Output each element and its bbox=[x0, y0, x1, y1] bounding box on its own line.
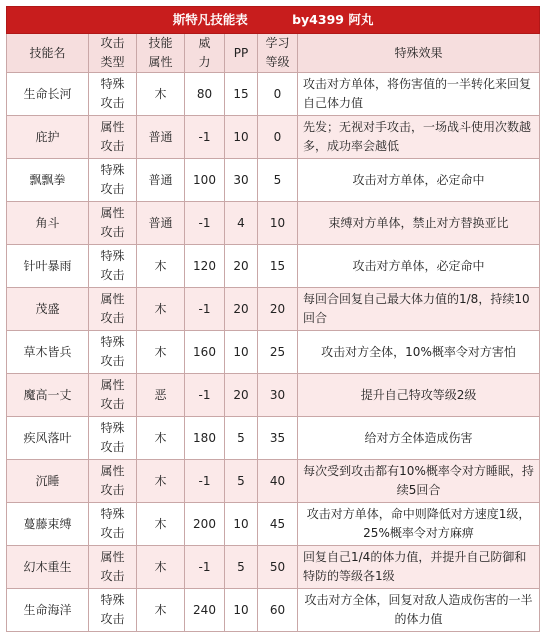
skill-attr-cell: 恶 bbox=[137, 374, 185, 417]
pp-cell: 20 bbox=[225, 374, 258, 417]
table-row bbox=[7, 245, 540, 288]
table-row bbox=[7, 159, 540, 202]
table-row bbox=[7, 202, 540, 245]
attack-type-cell: 特殊 攻击 bbox=[89, 245, 137, 288]
learn-level-cell: 50 bbox=[258, 546, 298, 589]
learn-level-cell: 30 bbox=[258, 374, 298, 417]
pp-cell: 20 bbox=[225, 288, 258, 331]
table-row bbox=[7, 589, 540, 632]
effect-cell: 回复自己1/4的体力值，并提升自己防御和特防的等级各1级 bbox=[298, 546, 540, 589]
learn-level-cell: 5 bbox=[258, 159, 298, 202]
pp-cell: 10 bbox=[225, 116, 258, 159]
effect-cell: 给对方全体造成伤害 bbox=[298, 417, 540, 460]
header-power: 威 力 bbox=[185, 34, 225, 73]
pp-cell: 20 bbox=[225, 245, 258, 288]
header-name: 技能名 bbox=[7, 34, 89, 73]
attack-type-cell: 特殊 攻击 bbox=[89, 73, 137, 116]
skill-attr-cell: 木 bbox=[137, 331, 185, 374]
effect-cell: 攻击对方全体，10%概率令对方害怕 bbox=[298, 331, 540, 374]
pp-cell: 15 bbox=[225, 73, 258, 116]
pp-cell: 10 bbox=[225, 331, 258, 374]
learn-level-cell: 0 bbox=[258, 73, 298, 116]
effect-cell: 每次受到攻击都有10%概率令对方睡眠，持续5回合 bbox=[298, 460, 540, 503]
learn-level-cell: 40 bbox=[258, 460, 298, 503]
power-cell: -1 bbox=[185, 460, 225, 503]
pp-cell: 5 bbox=[225, 546, 258, 589]
learn-level-cell: 10 bbox=[258, 202, 298, 245]
power-cell: -1 bbox=[185, 374, 225, 417]
skill-attr-cell: 木 bbox=[137, 503, 185, 546]
table-row bbox=[7, 116, 540, 159]
pp-cell: 4 bbox=[225, 202, 258, 245]
table-row bbox=[7, 503, 540, 546]
skill-attr-cell: 普通 bbox=[137, 202, 185, 245]
attack-type-cell: 属性 攻击 bbox=[89, 288, 137, 331]
effect-cell: 攻击对方单体，必定命中 bbox=[298, 159, 540, 202]
attack-type-cell: 属性 攻击 bbox=[89, 546, 137, 589]
learn-level-cell: 15 bbox=[258, 245, 298, 288]
pp-cell: 5 bbox=[225, 460, 258, 503]
skill-name-cell: 生命长河 bbox=[7, 73, 89, 116]
skill-attr-cell: 木 bbox=[137, 288, 185, 331]
skill-attr-cell: 木 bbox=[137, 73, 185, 116]
attack-type-cell: 特殊 攻击 bbox=[89, 331, 137, 374]
effect-cell: 束缚对方单体，禁止对方替换亚比 bbox=[298, 202, 540, 245]
skill-name-cell: 蔓藤束缚 bbox=[7, 503, 89, 546]
table-title-cell bbox=[7, 7, 540, 34]
skill-attr-cell: 木 bbox=[137, 245, 185, 288]
table-row bbox=[7, 288, 540, 331]
skill-name-cell: 庇护 bbox=[7, 116, 89, 159]
skill-attr-cell: 木 bbox=[137, 589, 185, 632]
power-cell: 120 bbox=[185, 245, 225, 288]
effect-cell: 每回合回复自己最大体力值的1/8，持续10回合 bbox=[298, 288, 540, 331]
effect-cell: 攻击对方单体，将伤害值的一半转化来回复自己体力值 bbox=[298, 73, 540, 116]
learn-level-cell: 25 bbox=[258, 331, 298, 374]
skill-name-cell: 魔高一丈 bbox=[7, 374, 89, 417]
table-row bbox=[7, 331, 540, 374]
pp-cell: 10 bbox=[225, 589, 258, 632]
learn-level-cell: 35 bbox=[258, 417, 298, 460]
table-row bbox=[7, 374, 540, 417]
table-row bbox=[7, 460, 540, 503]
header-row bbox=[7, 34, 540, 73]
header-effect: 特殊效果 bbox=[298, 34, 540, 73]
attack-type-cell: 属性 攻击 bbox=[89, 116, 137, 159]
table-row bbox=[7, 417, 540, 460]
skill-attr-cell: 普通 bbox=[137, 159, 185, 202]
power-cell: 80 bbox=[185, 73, 225, 116]
skill-name-cell: 幻木重生 bbox=[7, 546, 89, 589]
power-cell: 180 bbox=[185, 417, 225, 460]
skill-attr-cell: 木 bbox=[137, 417, 185, 460]
power-cell: 240 bbox=[185, 589, 225, 632]
attack-type-cell: 属性 攻击 bbox=[89, 460, 137, 503]
skill-attr-cell: 普通 bbox=[137, 116, 185, 159]
pp-cell: 5 bbox=[225, 417, 258, 460]
header-skill-attr: 技能 属性 bbox=[137, 34, 185, 73]
pp-cell: 30 bbox=[225, 159, 258, 202]
skill-attr-cell: 木 bbox=[137, 546, 185, 589]
skill-table-container bbox=[6, 6, 539, 632]
effect-cell: 攻击对方全体，回复对敌人造成伤害的一半的体力值 bbox=[298, 589, 540, 632]
skill-name-cell: 针叶暴雨 bbox=[7, 245, 89, 288]
header-learn-level: 学习 等级 bbox=[258, 34, 298, 73]
skill-name-cell: 茂盛 bbox=[7, 288, 89, 331]
power-cell: 160 bbox=[185, 331, 225, 374]
power-cell: 200 bbox=[185, 503, 225, 546]
table-row bbox=[7, 73, 540, 116]
attack-type-cell: 特殊 攻击 bbox=[89, 159, 137, 202]
skill-name-cell: 生命海洋 bbox=[7, 589, 89, 632]
title-row bbox=[7, 7, 540, 34]
power-cell: -1 bbox=[185, 116, 225, 159]
skill-rows bbox=[7, 73, 540, 632]
power-cell: 100 bbox=[185, 159, 225, 202]
skill-table bbox=[6, 6, 540, 632]
table-row bbox=[7, 546, 540, 589]
skill-name-cell: 草木皆兵 bbox=[7, 331, 89, 374]
header-pp: PP bbox=[225, 34, 258, 73]
power-cell: -1 bbox=[185, 546, 225, 589]
attack-type-cell: 属性 攻击 bbox=[89, 374, 137, 417]
learn-level-cell: 45 bbox=[258, 503, 298, 546]
table-byline: by4399 阿丸 bbox=[292, 12, 374, 27]
power-cell: -1 bbox=[185, 202, 225, 245]
skill-name-cell: 沉睡 bbox=[7, 460, 89, 503]
effect-cell: 攻击对方单体，命中则降低对方速度1级，25%概率令对方麻痹 bbox=[298, 503, 540, 546]
learn-level-cell: 20 bbox=[258, 288, 298, 331]
effect-cell: 提升自己特攻等级2级 bbox=[298, 374, 540, 417]
header-attack-type: 攻击 类型 bbox=[89, 34, 137, 73]
attack-type-cell: 特殊 攻击 bbox=[89, 417, 137, 460]
power-cell: -1 bbox=[185, 288, 225, 331]
table-title: 斯特凡技能表 bbox=[172, 12, 248, 27]
skill-name-cell: 疾风落叶 bbox=[7, 417, 89, 460]
attack-type-cell: 属性 攻击 bbox=[89, 202, 137, 245]
effect-cell: 攻击对方单体，必定命中 bbox=[298, 245, 540, 288]
effect-cell: 先发；无视对手攻击，一场战斗使用次数越多，成功率会越低 bbox=[298, 116, 540, 159]
pp-cell: 10 bbox=[225, 503, 258, 546]
attack-type-cell: 特殊 攻击 bbox=[89, 503, 137, 546]
learn-level-cell: 0 bbox=[258, 116, 298, 159]
skill-attr-cell: 木 bbox=[137, 460, 185, 503]
attack-type-cell: 特殊 攻击 bbox=[89, 589, 137, 632]
learn-level-cell: 60 bbox=[258, 589, 298, 632]
skill-name-cell: 角斗 bbox=[7, 202, 89, 245]
skill-name-cell: 飘飘拳 bbox=[7, 159, 89, 202]
